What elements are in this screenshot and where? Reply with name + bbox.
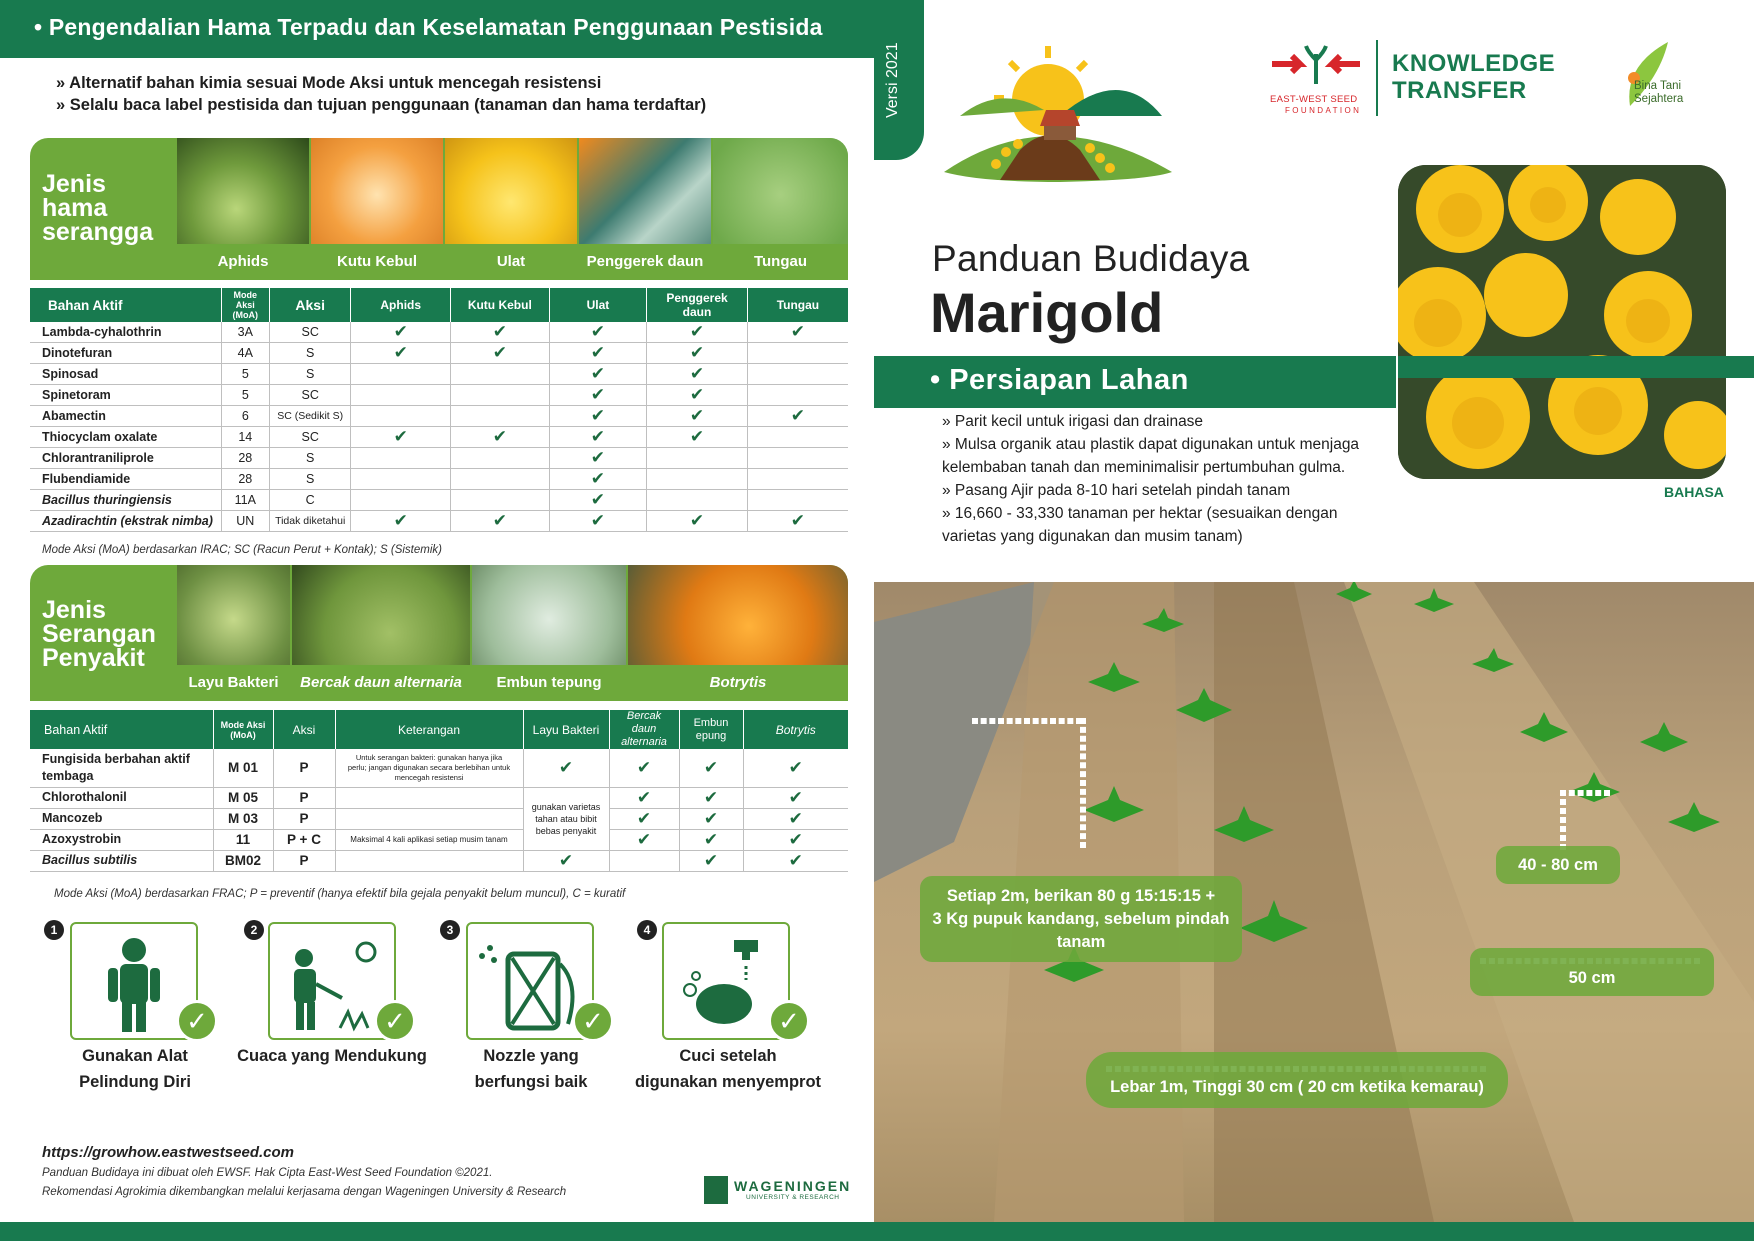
active-ingredient: Mancozeb	[30, 808, 213, 829]
aksi-cell: P	[273, 787, 335, 808]
moa-cell: 11	[213, 829, 273, 850]
active-ingredient: Spinosad	[30, 364, 221, 385]
measure-line	[1560, 790, 1610, 796]
active-ingredient: Thiocyclam oxalate	[30, 427, 221, 448]
bed-size-label: Lebar 1m, Tinggi 30 cm ( 20 cm ketika kemarau)	[1086, 1052, 1508, 1108]
check-mark-icon: ✔	[351, 343, 451, 364]
persiapan-heading: • Persiapan Lahan	[930, 364, 1189, 396]
ewsf-text-2: FOUNDATION	[1285, 106, 1362, 115]
language-label: BAHASA	[1664, 484, 1724, 500]
active-ingredient: Spinetoram	[30, 385, 221, 406]
disease-table-row	[30, 749, 848, 787]
check-mark-icon: ✔	[647, 406, 748, 427]
pest-table-row	[30, 385, 848, 406]
pest-table-row	[30, 343, 848, 364]
empty-cell	[747, 364, 848, 385]
check-mark-icon: ✔	[743, 850, 848, 871]
step-number: 3	[440, 920, 460, 940]
moa-cell: 28	[221, 448, 269, 469]
check-mark-icon: ✔	[679, 749, 743, 787]
check-mark-icon: ✔	[549, 364, 647, 385]
fertilizer-label: Setiap 2m, berikan 80 g 15:15:15 + 3 Kg pupuk kandang, sebelum pindah tanam	[920, 876, 1242, 962]
pest-note: Mode Aksi (MoA) berdasarkan IRAC; SC (Racun Perut + Kontak); S (Sistemik)	[42, 544, 442, 556]
empty-cell	[451, 385, 550, 406]
check-mark-icon: ✔	[609, 749, 679, 787]
bina-tani-logo: Bina Tani Sejahtera	[1634, 80, 1684, 105]
disease-note: Mode Aksi (MoA) berdasarkan FRAC; P = preventif (hanya efektif bila gejala penyakit belum muncul), C = kuratif	[54, 888, 626, 900]
version-label: Versi 2021	[884, 42, 901, 118]
moa-cell: M 03	[213, 808, 273, 829]
empty-cell	[351, 364, 451, 385]
check-mark-icon: ✔	[523, 850, 609, 871]
pest-table: Bahan Aktif Mode Aksi (MoA) Aksi Aphids Kutu Kebul Ulat Penggerek daun Tungau Lambda-cyhalothrin 3A SC ✔ ✔ ✔ ✔ ✔ Dinotefuran 4A S ✔ ✔ ✔ ✔ Spinosad 5 S ✔ ✔ Spinetoram 5 SC ✔ ✔ Abamectin 6 SC (Sedikit S) ✔ ✔ ✔ Thiocyclam oxalate 14 SC ✔ ✔ ✔ ✔ Chlorantraniliprole 28 S ✔ Flubendiamide 28 S ✔ Bacillus thuringiensis 11A C ✔ Azadirachtin (ekstrak nimba) UN Tidak diketahui ✔ ✔ ✔ ✔ ✔	[30, 288, 848, 532]
persiapan-item: » Parit kecil untuk irigasi dan drainase	[942, 413, 1204, 430]
version-tab	[874, 0, 924, 160]
footer-credit: Rekomendasi Agrokimia dikembangkan melalui kerjasama dengan Wageningen University & Research	[42, 1186, 567, 1198]
guide-subtitle: Panduan Budidaya	[932, 238, 1250, 279]
measure-line	[972, 718, 1082, 724]
pest-table-row	[30, 427, 848, 448]
empty-cell	[609, 850, 679, 871]
aksi-cell: SC	[269, 385, 350, 406]
check-mark-icon: ✔	[549, 427, 647, 448]
active-ingredient: Chlorothalonil	[30, 787, 213, 808]
aksi-cell: P + C	[273, 829, 335, 850]
empty-cell	[647, 490, 748, 511]
check-mark-icon: ✔	[451, 343, 550, 364]
active-ingredient: Chlorantraniliprole	[30, 448, 221, 469]
aksi-cell: SC	[269, 427, 350, 448]
section-banner: • Pengendalian Hama Terpadu dan Keselamatan Penggunaan Pestisida	[0, 0, 924, 58]
empty-cell	[451, 469, 550, 490]
moa-cell: 5	[221, 364, 269, 385]
moa-cell: 11A	[221, 490, 269, 511]
wageningen-logo: WAGENINGEN	[734, 1178, 852, 1194]
moa-cell: 5	[221, 385, 269, 406]
pest-table-row	[30, 364, 848, 385]
ewsf-logo-icon	[1270, 44, 1362, 86]
aksi-cell: SC (Sedikit S)	[269, 406, 350, 427]
persiapan-band-ext	[1398, 356, 1754, 378]
active-ingredient: Bacillus thuringiensis	[30, 490, 221, 511]
empty-cell	[747, 448, 848, 469]
persiapan-item: » 16,660 - 33,330 tanaman per hektar (sesuaikan dengan	[942, 505, 1338, 522]
moa-cell: 14	[221, 427, 269, 448]
check-mark-icon: ✔	[549, 322, 647, 343]
aksi-cell: C	[269, 490, 350, 511]
photo-kutu-kebul: Kutu Kebul	[311, 138, 443, 280]
check-mark-icon: ✔	[743, 787, 848, 808]
check-mark-icon: ✔	[647, 364, 748, 385]
check-mark-icon: ✔	[679, 808, 743, 829]
check-mark-icon: ✔	[679, 850, 743, 871]
disease-table-row	[30, 829, 848, 850]
empty-cell	[451, 490, 550, 511]
check-mark-icon: ✔	[609, 829, 679, 850]
photo-layu-bakteri: Layu Bakteri	[177, 565, 290, 701]
pest-table-row	[30, 448, 848, 469]
photo-aphids: Aphids	[177, 138, 309, 280]
keterangan-cell	[335, 808, 523, 829]
persiapan-item: » Pasang Ajir pada 8-10 hari setelah pindah tanam	[942, 482, 1291, 499]
guide-title: Marigold	[930, 281, 1164, 344]
check-mark-icon: ✔	[743, 749, 848, 787]
logo-divider	[1376, 40, 1378, 116]
keterangan-cell	[335, 787, 523, 808]
marigold-photo	[1398, 165, 1726, 479]
empty-cell	[747, 490, 848, 511]
aksi-cell: S	[269, 343, 350, 364]
photo-bercak-daun: Bercak daun alternaria	[292, 565, 470, 701]
check-mark-icon: ✔	[549, 448, 647, 469]
aksi-cell: Tidak diketahui	[269, 511, 350, 532]
empty-cell	[351, 406, 451, 427]
check-mark-icon: ✔	[609, 787, 679, 808]
empty-cell	[747, 469, 848, 490]
active-ingredient: Lambda-cyhalothrin	[30, 322, 221, 343]
check-icon: ✓	[374, 1000, 416, 1042]
active-ingredient: Fungisida berbahan aktif tembaga	[30, 749, 213, 787]
knowledge-transfer-logo: KNOWLEDGE TRANSFER	[1392, 50, 1556, 104]
empty-cell	[351, 448, 451, 469]
step-label: Nozzle yang berfungsi baik	[474, 1047, 588, 1091]
keterangan-cell: Maksimal 4 kali aplikasi setiap musim tanam	[335, 829, 523, 850]
check-mark-icon: ✔	[743, 808, 848, 829]
check-icon: ✓	[176, 1000, 218, 1042]
check-mark-icon: ✔	[647, 427, 748, 448]
persiapan-item: » Mulsa organik atau plastik dapat digunakan untuk menjaga	[942, 436, 1360, 453]
step-number: 2	[244, 920, 264, 940]
active-ingredient: Azadirachtin (ekstrak nimba)	[30, 511, 221, 532]
aksi-cell: P	[273, 850, 335, 871]
moa-cell: BM02	[213, 850, 273, 871]
empty-cell	[351, 469, 451, 490]
moa-cell: 28	[221, 469, 269, 490]
disease-title: Jenis Serangan Penyakit	[42, 596, 156, 672]
active-ingredient: Bacillus subtilis	[30, 850, 213, 871]
aksi-cell: P	[273, 808, 335, 829]
check-mark-icon: ✔	[549, 469, 647, 490]
pest-title: Jenis hama serangga	[42, 170, 154, 246]
check-mark-icon: ✔	[679, 787, 743, 808]
persiapan-list	[942, 410, 1402, 548]
check-mark-icon: ✔	[549, 385, 647, 406]
aksi-cell: P	[273, 749, 335, 787]
moa-cell: M 01	[213, 749, 273, 787]
check-mark-icon: ✔	[549, 490, 647, 511]
moa-cell: UN	[221, 511, 269, 532]
aksi-cell: SC	[269, 322, 350, 343]
step-number: 4	[637, 920, 657, 940]
check-mark-icon: ✔	[743, 829, 848, 850]
photo-ulat: Ulat	[445, 138, 577, 280]
farm-hill-illustration	[940, 40, 1180, 190]
disease-table-row	[30, 850, 848, 871]
spacing-label-plant: 50 cm	[1470, 948, 1714, 996]
moa-cell: 3A	[221, 322, 269, 343]
empty-cell	[647, 469, 748, 490]
check-mark-icon: ✔	[647, 511, 748, 532]
step-label: Cuci setelah digunakan menyemprot	[634, 1047, 822, 1091]
wageningen-sub: UNIVERSITY & RESEARCH	[746, 1194, 840, 1201]
photo-embun-tepung: Embun tepung	[472, 565, 626, 701]
check-mark-icon: ✔	[351, 322, 451, 343]
check-mark-icon: ✔	[451, 322, 550, 343]
tip-item: » Alternatif bahan kimia sesuai Mode Aksi untuk mencegah resistensi	[56, 74, 602, 92]
check-mark-icon: ✔	[647, 343, 748, 364]
bottom-band	[0, 1222, 1754, 1241]
check-mark-icon: ✔	[451, 511, 550, 532]
check-mark-icon: ✔	[747, 511, 848, 532]
check-icon: ✓	[768, 1000, 810, 1042]
step-label: Gunakan Alat Pelindung Diri	[79, 1047, 191, 1091]
pest-table-row	[30, 490, 848, 511]
footer-copyright: Panduan Budidaya ini dibuat oleh EWSF. Hak Cipta East-West Seed Foundation ©2021.	[42, 1167, 493, 1179]
check-mark-icon: ✔	[351, 427, 451, 448]
persiapan-item: kelembaban tanah dan meminimalisir pertumbuhan gulma.	[942, 459, 1346, 476]
disease-table: Bahan Aktif Mode Aksi (MoA) Aksi Keterangan Layu Bakteri Bercak daun alternaria Embun epung Botrytis Fungisida berbahan aktif tembaga M 01 P Untuk serangan bakteri: gunakan hanya jika perlu; jangan digunakan secara berlebihan untuk mencegah resistensi ✔ ✔ ✔ ✔ Chlorothalonil M 05 P gunakan varietas tahan atau bibit bebas penyakit ✔ ✔ ✔ Mancozeb M 03 P ✔ ✔ ✔ Azoxystrobin 11 P + C Maksimal 4 kali aplikasi setiap musim tanam ✔ ✔ ✔ Bacillus subtilis BM02 P ✔ ✔ ✔	[30, 710, 848, 872]
active-ingredient: Dinotefuran	[30, 343, 221, 364]
check-mark-icon: ✔	[647, 322, 748, 343]
empty-cell	[747, 427, 848, 448]
empty-cell	[747, 343, 848, 364]
photo-tungau: Tungau	[713, 138, 848, 280]
empty-cell	[351, 385, 451, 406]
tip-item: » Selalu baca label pestisida dan tujuan penggunaan (tanaman dan hama terdaftar)	[56, 96, 707, 114]
check-mark-icon: ✔	[747, 322, 848, 343]
empty-cell	[451, 406, 550, 427]
empty-cell	[451, 448, 550, 469]
pest-table-row	[30, 511, 848, 532]
photo-botrytis: Botrytis	[628, 565, 848, 701]
empty-cell	[451, 364, 550, 385]
moa-cell: M 05	[213, 787, 273, 808]
aksi-cell: S	[269, 469, 350, 490]
check-mark-icon: ✔	[549, 343, 647, 364]
aksi-cell: S	[269, 364, 350, 385]
check-mark-icon: ✔	[549, 511, 647, 532]
spacing-label-row: 40 - 80 cm	[1496, 846, 1620, 884]
empty-cell	[747, 385, 848, 406]
check-mark-icon: ✔	[523, 749, 609, 787]
measure-line	[1560, 790, 1566, 850]
pest-table-row	[30, 406, 848, 427]
photo-penggerek-daun: Penggerek daun	[579, 138, 711, 280]
footer-url[interactable]: https://growhow.eastwestseed.com	[42, 1144, 294, 1161]
moa-cell: 4A	[221, 343, 269, 364]
pest-table-row	[30, 322, 848, 343]
active-ingredient: Azoxystrobin	[30, 829, 213, 850]
empty-cell	[647, 448, 748, 469]
check-icon: ✓	[572, 1000, 614, 1042]
check-mark-icon: ✔	[679, 829, 743, 850]
aksi-cell: S	[269, 448, 350, 469]
active-ingredient: Abamectin	[30, 406, 221, 427]
disease-table-row	[30, 787, 848, 808]
active-ingredient: Flubendiamide	[30, 469, 221, 490]
moa-cell: 6	[221, 406, 269, 427]
keterangan-cell	[335, 850, 523, 871]
step-label: Cuaca yang Mendukung	[237, 1047, 427, 1065]
check-mark-icon: ✔	[451, 427, 550, 448]
check-mark-icon: ✔	[747, 406, 848, 427]
measure-line	[1080, 718, 1086, 848]
tips-list	[56, 72, 706, 116]
check-mark-icon: ✔	[647, 385, 748, 406]
ewsf-text: EAST-WEST SEED	[1270, 94, 1358, 105]
step-number: 1	[44, 920, 64, 940]
check-mark-icon: ✔	[549, 406, 647, 427]
wageningen-logo-icon	[704, 1176, 728, 1204]
pest-table-row	[30, 469, 848, 490]
empty-cell	[351, 490, 451, 511]
disease-table-row	[30, 808, 848, 829]
check-mark-icon: ✔	[609, 808, 679, 829]
persiapan-item: varietas yang digunakan dan musim tanam)	[942, 528, 1243, 545]
check-mark-icon: ✔	[351, 511, 451, 532]
layu-bakteri-note: gunakan varietas tahan atau bibit bebas penyakit	[523, 787, 609, 850]
keterangan-cell: Untuk serangan bakteri: gunakan hanya jika perlu; jangan digunakan secara berlebihan untuk mencegah resistensi	[335, 749, 523, 787]
